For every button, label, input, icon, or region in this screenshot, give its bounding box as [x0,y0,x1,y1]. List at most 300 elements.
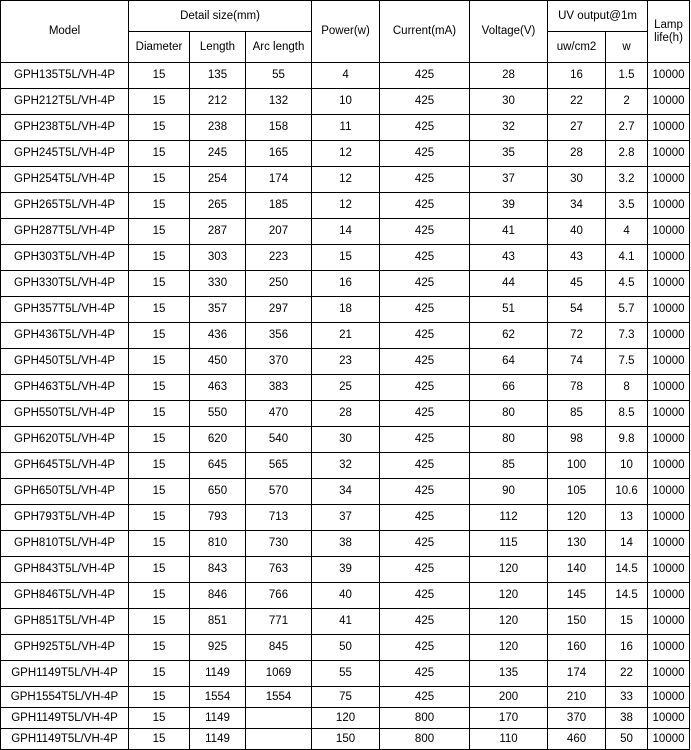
cell-model: GPH843T5L/VH-4P [1,557,129,583]
cell-current: 425 [380,297,470,323]
cell-arc-length: 370 [246,349,312,375]
cell-uwcm2: 78 [548,375,606,401]
cell-voltage: 120 [470,583,548,609]
cell-length: 793 [190,505,246,531]
cell-w: 8 [606,375,648,401]
table-row [1,297,690,323]
cell-current: 425 [380,375,470,401]
cell-lamp-life: 10000 [648,167,690,193]
cell-power: 12 [312,141,380,167]
cell-current: 425 [380,505,470,531]
cell-w: 50 [606,729,648,750]
cell-voltage: 120 [470,609,548,635]
cell-diameter: 15 [129,193,190,219]
cell-w: 5.7 [606,297,648,323]
cell-length: 550 [190,401,246,427]
cell-model: GPH436T5L/VH-4P [1,323,129,349]
column-header-group-uv-output: UV output@1m [548,1,648,32]
cell-current: 425 [380,453,470,479]
cell-lamp-life: 10000 [648,323,690,349]
table-header [1,1,690,63]
cell-power: 12 [312,167,380,193]
cell-model: GPH645T5L/VH-4P [1,453,129,479]
table-row [1,708,690,729]
cell-voltage: 62 [470,323,548,349]
cell-w: 4 [606,219,648,245]
cell-arc-length: 297 [246,297,312,323]
cell-uwcm2: 210 [548,687,606,708]
cell-diameter: 15 [129,729,190,750]
cell-diameter: 15 [129,115,190,141]
cell-model: GPH303T5L/VH-4P [1,245,129,271]
cell-voltage: 120 [470,635,548,661]
cell-arc-length: 207 [246,219,312,245]
cell-arc-length: 540 [246,427,312,453]
cell-arc-length: 771 [246,609,312,635]
table-row [1,89,690,115]
cell-model: GPH1554T5L/VH-4P [1,687,129,708]
cell-length: 330 [190,271,246,297]
column-header-diameter: Diameter [129,32,190,63]
cell-power: 40 [312,583,380,609]
cell-uwcm2: 45 [548,271,606,297]
cell-model: GPH254T5L/VH-4P [1,167,129,193]
cell-w: 3.5 [606,193,648,219]
cell-current: 425 [380,479,470,505]
cell-current: 425 [380,661,470,687]
cell-lamp-life: 10000 [648,531,690,557]
cell-diameter: 15 [129,635,190,661]
cell-uwcm2: 27 [548,115,606,141]
cell-diameter: 15 [129,531,190,557]
cell-w: 15 [606,609,648,635]
cell-voltage: 51 [470,297,548,323]
cell-current: 425 [380,583,470,609]
cell-w: 4.1 [606,245,648,271]
cell-uwcm2: 43 [548,245,606,271]
cell-uwcm2: 370 [548,708,606,729]
cell-arc-length: 713 [246,505,312,531]
cell-w: 38 [606,708,648,729]
cell-power: 15 [312,245,380,271]
cell-voltage: 28 [470,63,548,89]
cell-voltage: 66 [470,375,548,401]
cell-current: 425 [380,245,470,271]
cell-lamp-life: 10000 [648,375,690,401]
cell-current: 425 [380,89,470,115]
table-row [1,505,690,531]
cell-arc-length: 356 [246,323,312,349]
table-body [1,63,690,750]
header-row-top [1,1,690,32]
cell-voltage: 43 [470,245,548,271]
cell-length: 436 [190,323,246,349]
cell-w: 2.7 [606,115,648,141]
cell-length: 1149 [190,661,246,687]
cell-w: 2.8 [606,141,648,167]
cell-diameter: 15 [129,583,190,609]
cell-voltage: 90 [470,479,548,505]
column-header-arc-length: Arc length [246,32,312,63]
cell-lamp-life: 10000 [648,729,690,750]
cell-lamp-life: 10000 [648,115,690,141]
cell-lamp-life: 10000 [648,505,690,531]
cell-model: GPH810T5L/VH-4P [1,531,129,557]
table-row [1,583,690,609]
cell-w: 1.5 [606,63,648,89]
cell-length: 620 [190,427,246,453]
cell-power: 10 [312,89,380,115]
cell-w: 7.3 [606,323,648,349]
cell-power: 21 [312,323,380,349]
cell-uwcm2: 140 [548,557,606,583]
cell-arc-length: 763 [246,557,312,583]
cell-lamp-life: 10000 [648,453,690,479]
cell-current: 425 [380,609,470,635]
cell-voltage: 170 [470,708,548,729]
cell-diameter: 15 [129,297,190,323]
cell-current: 425 [380,219,470,245]
cell-length: 265 [190,193,246,219]
cell-voltage: 80 [470,427,548,453]
cell-w: 10 [606,453,648,479]
cell-diameter: 15 [129,323,190,349]
cell-diameter: 15 [129,401,190,427]
cell-power: 23 [312,349,380,375]
cell-length: 135 [190,63,246,89]
cell-diameter: 15 [129,63,190,89]
cell-model: GPH620T5L/VH-4P [1,427,129,453]
cell-uwcm2: 40 [548,219,606,245]
cell-voltage: 112 [470,505,548,531]
cell-uwcm2: 85 [548,401,606,427]
cell-power: 50 [312,635,380,661]
cell-length: 851 [190,609,246,635]
cell-length: 450 [190,349,246,375]
cell-uwcm2: 22 [548,89,606,115]
cell-voltage: 200 [470,687,548,708]
table-row [1,193,690,219]
cell-lamp-life: 10000 [648,193,690,219]
cell-w: 14.5 [606,583,648,609]
cell-model: GPH1149T5L/VH-4P [1,729,129,750]
cell-model: GPH212T5L/VH-4P [1,89,129,115]
cell-diameter: 15 [129,453,190,479]
cell-diameter: 15 [129,349,190,375]
cell-diameter: 15 [129,141,190,167]
cell-power: 14 [312,219,380,245]
cell-model: GPH450T5L/VH-4P [1,349,129,375]
cell-arc-length: 565 [246,453,312,479]
cell-power: 32 [312,453,380,479]
cell-power: 16 [312,271,380,297]
cell-voltage: 135 [470,661,548,687]
cell-power: 28 [312,401,380,427]
table-row [1,661,690,687]
cell-w: 9.8 [606,427,648,453]
cell-w: 14 [606,531,648,557]
cell-model: GPH238T5L/VH-4P [1,115,129,141]
cell-lamp-life: 10000 [648,63,690,89]
cell-diameter: 15 [129,708,190,729]
cell-arc-length: 383 [246,375,312,401]
cell-lamp-life: 10000 [648,349,690,375]
cell-model: GPH135T5L/VH-4P [1,63,129,89]
cell-voltage: 120 [470,557,548,583]
column-header-voltage: Voltage(V) [470,1,548,63]
cell-arc-length: 132 [246,89,312,115]
cell-diameter: 15 [129,661,190,687]
cell-uwcm2: 160 [548,635,606,661]
table-row [1,635,690,661]
cell-lamp-life: 10000 [648,245,690,271]
cell-current: 425 [380,323,470,349]
cell-uwcm2: 100 [548,453,606,479]
cell-voltage: 32 [470,115,548,141]
cell-model: GPH650T5L/VH-4P [1,479,129,505]
cell-uwcm2: 16 [548,63,606,89]
cell-arc-length: 165 [246,141,312,167]
cell-model: GPH1149T5L/VH-4P [1,661,129,687]
column-header-current: Current(mA) [380,1,470,63]
cell-power: 39 [312,557,380,583]
cell-voltage: 85 [470,453,548,479]
table-row [1,323,690,349]
cell-current: 425 [380,63,470,89]
cell-uwcm2: 54 [548,297,606,323]
cell-lamp-life: 10000 [648,687,690,708]
cell-uwcm2: 145 [548,583,606,609]
column-header-power: Power(w) [312,1,380,63]
cell-arc-length: 1554 [246,687,312,708]
cell-power: 11 [312,115,380,141]
cell-diameter: 15 [129,89,190,115]
cell-model: GPH925T5L/VH-4P [1,635,129,661]
table-row [1,115,690,141]
cell-w: 8.5 [606,401,648,427]
cell-diameter: 15 [129,609,190,635]
cell-voltage: 115 [470,531,548,557]
cell-diameter: 15 [129,245,190,271]
table-row [1,557,690,583]
cell-lamp-life: 10000 [648,609,690,635]
cell-uwcm2: 98 [548,427,606,453]
cell-current: 800 [380,729,470,750]
cell-lamp-life: 10000 [648,297,690,323]
cell-voltage: 30 [470,89,548,115]
cell-length: 303 [190,245,246,271]
cell-lamp-life: 10000 [648,661,690,687]
cell-w: 3.2 [606,167,648,193]
cell-model: GPH851T5L/VH-4P [1,609,129,635]
table-row [1,453,690,479]
table-row [1,401,690,427]
cell-model: GPH330T5L/VH-4P [1,271,129,297]
cell-arc-length: 766 [246,583,312,609]
cell-lamp-life: 10000 [648,401,690,427]
cell-w: 14.5 [606,557,648,583]
cell-current: 425 [380,531,470,557]
table-row [1,479,690,505]
cell-lamp-life: 10000 [648,141,690,167]
cell-w: 13 [606,505,648,531]
cell-arc-length: 845 [246,635,312,661]
cell-voltage: 37 [470,167,548,193]
cell-current: 800 [380,708,470,729]
cell-current: 425 [380,271,470,297]
cell-voltage: 35 [470,141,548,167]
cell-model: GPH846T5L/VH-4P [1,583,129,609]
cell-power: 41 [312,609,380,635]
column-header-uwcm2: uw/cm2 [548,32,606,63]
cell-length: 1554 [190,687,246,708]
cell-uwcm2: 72 [548,323,606,349]
cell-w: 33 [606,687,648,708]
cell-power: 4 [312,63,380,89]
cell-arc-length: 223 [246,245,312,271]
cell-voltage: 80 [470,401,548,427]
cell-lamp-life: 10000 [648,708,690,729]
cell-model: GPH287T5L/VH-4P [1,219,129,245]
table-row [1,349,690,375]
cell-current: 425 [380,141,470,167]
table-row [1,729,690,750]
table-row [1,219,690,245]
cell-lamp-life: 10000 [648,219,690,245]
cell-power: 75 [312,687,380,708]
cell-w: 7.5 [606,349,648,375]
cell-length: 245 [190,141,246,167]
cell-arc-length: 174 [246,167,312,193]
cell-current: 425 [380,427,470,453]
cell-length: 810 [190,531,246,557]
cell-length: 212 [190,89,246,115]
cell-power: 37 [312,505,380,531]
cell-voltage: 110 [470,729,548,750]
cell-power: 18 [312,297,380,323]
cell-model: GPH265T5L/VH-4P [1,193,129,219]
cell-power: 30 [312,427,380,453]
cell-current: 425 [380,193,470,219]
table-row [1,609,690,635]
column-header-length: Length [190,32,246,63]
table-row [1,375,690,401]
cell-arc-length: 55 [246,63,312,89]
cell-lamp-life: 10000 [648,427,690,453]
table-row [1,141,690,167]
cell-uwcm2: 30 [548,167,606,193]
cell-uwcm2: 105 [548,479,606,505]
cell-length: 1149 [190,729,246,750]
cell-length: 1149 [190,708,246,729]
table-row [1,687,690,708]
cell-model: GPH550T5L/VH-4P [1,401,129,427]
cell-voltage: 39 [470,193,548,219]
cell-power: 38 [312,531,380,557]
cell-length: 238 [190,115,246,141]
cell-model: GPH357T5L/VH-4P [1,297,129,323]
cell-length: 287 [190,219,246,245]
cell-uwcm2: 150 [548,609,606,635]
cell-current: 425 [380,687,470,708]
cell-arc-length: 250 [246,271,312,297]
cell-diameter: 15 [129,375,190,401]
cell-arc-length [246,729,312,750]
cell-length: 463 [190,375,246,401]
cell-model: GPH463T5L/VH-4P [1,375,129,401]
cell-uwcm2: 34 [548,193,606,219]
cell-voltage: 64 [470,349,548,375]
cell-uwcm2: 120 [548,505,606,531]
cell-w: 16 [606,635,648,661]
cell-lamp-life: 10000 [648,271,690,297]
cell-model: GPH1149T5L/VH-4P [1,708,129,729]
table-row [1,167,690,193]
table-row [1,271,690,297]
cell-arc-length: 730 [246,531,312,557]
cell-diameter: 15 [129,427,190,453]
cell-diameter: 15 [129,557,190,583]
cell-power: 55 [312,661,380,687]
cell-power: 34 [312,479,380,505]
cell-arc-length: 158 [246,115,312,141]
cell-power: 25 [312,375,380,401]
cell-lamp-life: 10000 [648,635,690,661]
cell-length: 645 [190,453,246,479]
column-header-w: w [606,32,648,63]
cell-uwcm2: 74 [548,349,606,375]
cell-uwcm2: 28 [548,141,606,167]
cell-length: 254 [190,167,246,193]
cell-lamp-life: 10000 [648,583,690,609]
table-row [1,427,690,453]
table-row [1,245,690,271]
cell-model: GPH245T5L/VH-4P [1,141,129,167]
cell-lamp-life: 10000 [648,89,690,115]
cell-length: 846 [190,583,246,609]
cell-length: 650 [190,479,246,505]
cell-diameter: 15 [129,505,190,531]
table-row [1,63,690,89]
column-header-lamp-life: Lamp life(h) [648,1,690,63]
cell-power: 150 [312,729,380,750]
cell-current: 425 [380,115,470,141]
cell-current: 425 [380,401,470,427]
cell-diameter: 15 [129,479,190,505]
cell-length: 357 [190,297,246,323]
cell-current: 425 [380,167,470,193]
cell-uwcm2: 460 [548,729,606,750]
cell-w: 10.6 [606,479,648,505]
cell-voltage: 44 [470,271,548,297]
cell-lamp-life: 10000 [648,557,690,583]
cell-length: 843 [190,557,246,583]
cell-model: GPH793T5L/VH-4P [1,505,129,531]
cell-length: 925 [190,635,246,661]
cell-power: 12 [312,193,380,219]
cell-diameter: 15 [129,219,190,245]
cell-voltage: 41 [470,219,548,245]
cell-w: 22 [606,661,648,687]
cell-current: 425 [380,349,470,375]
cell-uwcm2: 130 [548,531,606,557]
cell-arc-length: 470 [246,401,312,427]
cell-current: 425 [380,557,470,583]
column-header-group-detail-size: Detail size(mm) [129,1,312,32]
cell-diameter: 15 [129,271,190,297]
cell-power: 120 [312,708,380,729]
table-row [1,531,690,557]
